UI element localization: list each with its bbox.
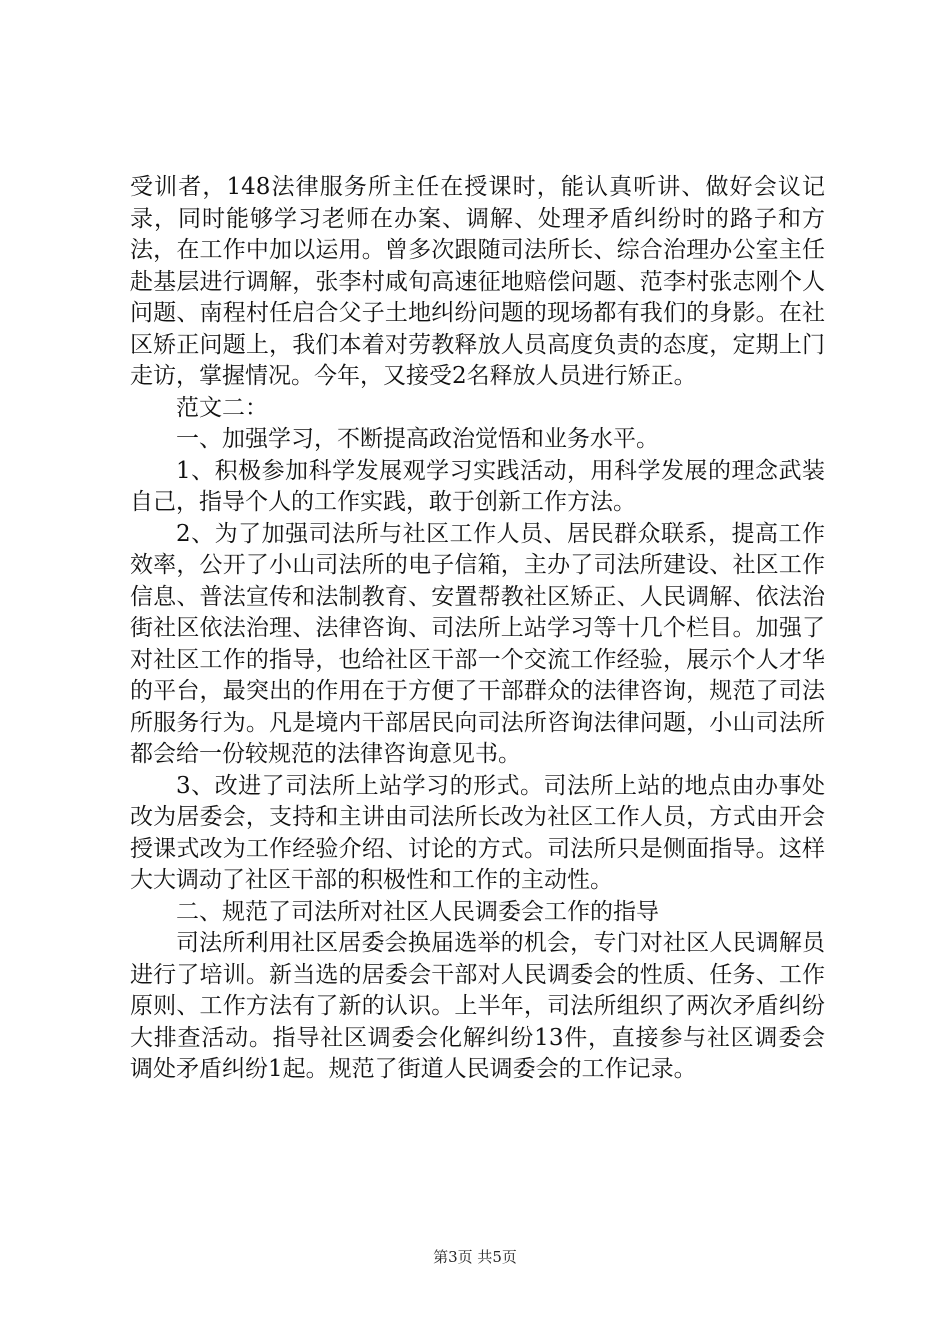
section-heading-1: 一、加强学习，不断提高政治觉悟和业务水平。 [176,426,659,452]
paragraph-section-2: 司法所利用社区居委会换届选举的机会，专门对社区人民调解员进行了培训。新当选的居委会干部对人民调委会的性质、任务、工作原则、工作方法有了新的认识。上半年，司法所组织了两次矛盾纠纷大排查活动。指导社区调委会化解纠纷13件，直接参与社区调委会调处矛盾纠纷1起。规范了街道人民调委会的工作记录。 [130,930,825,1082]
paragraph-item-3: 3、改进了司法所上站学习的形式。司法所上站的地点由办事处改为居委会，支持和主讲由司法所长改为社区工作人员，方式由开会授课式改为工作经验介绍、讨论的方式。司法所只是侧面指导。这样大大调动了社区干部的积极性和工作的主动性。 [130,772,825,893]
section-heading-2: 二、规范了司法所对社区人民调委会工作的指导 [176,898,659,925]
paragraph-continued: 受训者，148法律服务所主任在授课时，能认真听讲、做好会议记录，同时能够学习老师在办案、调解、处理矛盾纠纷时的路子和方法，在工作中加以运用。曾多次跟随司法所长、综合治理办公室主任赴基层进行调解，张李村咸旬高速征地赔偿问题、范李村张志刚个人问题、南程村任启合父子土地纠纷问题的现场都有我们的身影。在社区矫正问题上，我们本着对劳教释放人员高度负责的态度，定期上门走访，掌握情况。今年，又接受2名释放人员进行矫正。 [130,174,825,389]
paragraph-item-1: 1、积极参加科学发展观学习实践活动，用科学发展的理念武装自己，指导个人的工作实践，敢于创新工作方法。 [130,457,825,515]
document-body [130,172,825,1086]
paragraph-item-2: 2、为了加强司法所与社区工作人员、居民群众联系，提高工作效率，公开了小山司法所的电子信箱，主办了司法所建设、社区工作信息、普法宣传和法制教育、安置帮教社区矫正、人民调解、依法治街社区依法治理、法律咨询、司法所上站学习等十几个栏目。加强了对社区工作的指导，也给社区干部一个交流工作经验，展示个人才华的平台，最突出的作用在于方便了干部群众的法律咨询，规范了司法所服务行为。凡是境内干部居民向司法所咨询法律问题，小山司法所都会给一份较规范的法律咨询意见书。 [130,520,825,767]
section-heading-fanwen: 范文二： [176,394,268,421]
page-number: 第3页 共5页 [433,1248,517,1266]
